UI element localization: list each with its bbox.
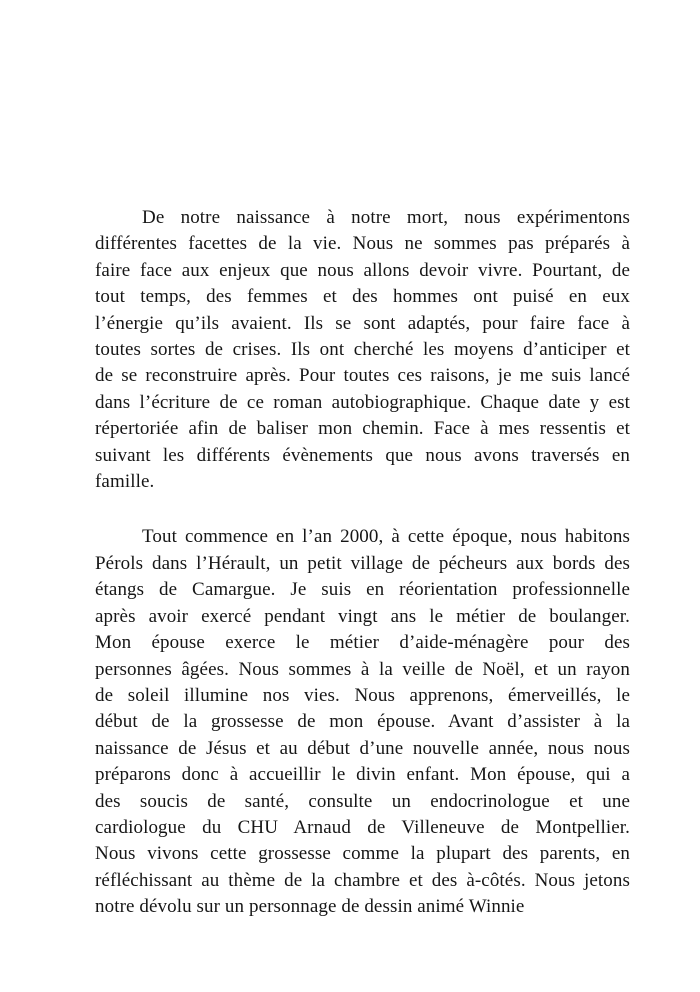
- text-block: [95, 205, 630, 921]
- text-line: répertoriée afin de baliser mon chemin. Face à mes ressentis et: [95, 418, 630, 440]
- text-line: Tout commence en l’an 2000, à cette époque, nous habitons: [142, 526, 630, 548]
- text-line: famille.: [95, 471, 155, 493]
- text-line: dans l’écriture de ce roman autobiographique. Chaque date y est: [95, 391, 630, 413]
- text-line: Mon épouse exerce le métier d’aide-ménagère pour des: [95, 632, 630, 654]
- text-line: De notre naissance à notre mort, nous expérimentons: [142, 207, 630, 228]
- text-line: notre dévolu sur un personnage de dessin animé Winnie: [95, 896, 525, 918]
- text-line: naissance de Jésus et au début d’une nouvelle année, nous nous: [95, 737, 630, 759]
- text-line: Nous vivons cette grossesse comme la plupart des parents, en: [95, 843, 630, 865]
- text-line: préparons donc à accueillir le divin enfant. Mon épouse, qui a: [95, 764, 630, 786]
- text-line: étangs de Camargue. Je suis en réorientation professionnelle: [95, 579, 630, 601]
- text-paragraph: [95, 524, 630, 920]
- text-line: personnes âgées. Nous sommes à la veille de Noël, et un rayon: [95, 658, 630, 680]
- text-line: toutes sortes de crises. Ils ont cherché les moyens d’anticiper et: [95, 339, 630, 361]
- text-paragraph: [95, 205, 630, 495]
- text-line: l’énergie qu’ils avaient. Ils se sont adaptés, pour faire face à: [95, 312, 630, 334]
- text-line: des soucis de santé, consulte un endocrinologue et une: [95, 790, 630, 812]
- text-line: tout temps, des femmes et des hommes ont puisé en eux: [95, 286, 630, 308]
- text-line: faire face aux enjeux que nous allons devoir vivre. Pourtant, de: [95, 259, 630, 281]
- text-line: de se reconstruire après. Pour toutes ces raisons, je me suis lancé: [95, 365, 630, 387]
- text-line: après avoir exercé pendant vingt ans le métier de boulanger.: [95, 605, 630, 627]
- text-line: Pérols dans l’Hérault, un petit village de pécheurs aux bords des: [95, 552, 630, 574]
- text-line: de soleil illumine nos vies. Nous apprenons, émerveillés, le: [95, 684, 630, 706]
- text-line: réfléchissant au thème de la chambre et des à-côtés. Nous jetons: [95, 869, 630, 891]
- text-line: début de la grossesse de mon épouse. Avant d’assister à la: [95, 711, 630, 733]
- text-line: suivant les différents évènements que nous avons traversés en: [95, 444, 630, 466]
- text-line: cardiologue du CHU Arnaud de Villeneuve de Montpellier.: [95, 816, 630, 838]
- text-line: différentes facettes de la vie. Nous ne sommes pas préparés à: [95, 233, 630, 255]
